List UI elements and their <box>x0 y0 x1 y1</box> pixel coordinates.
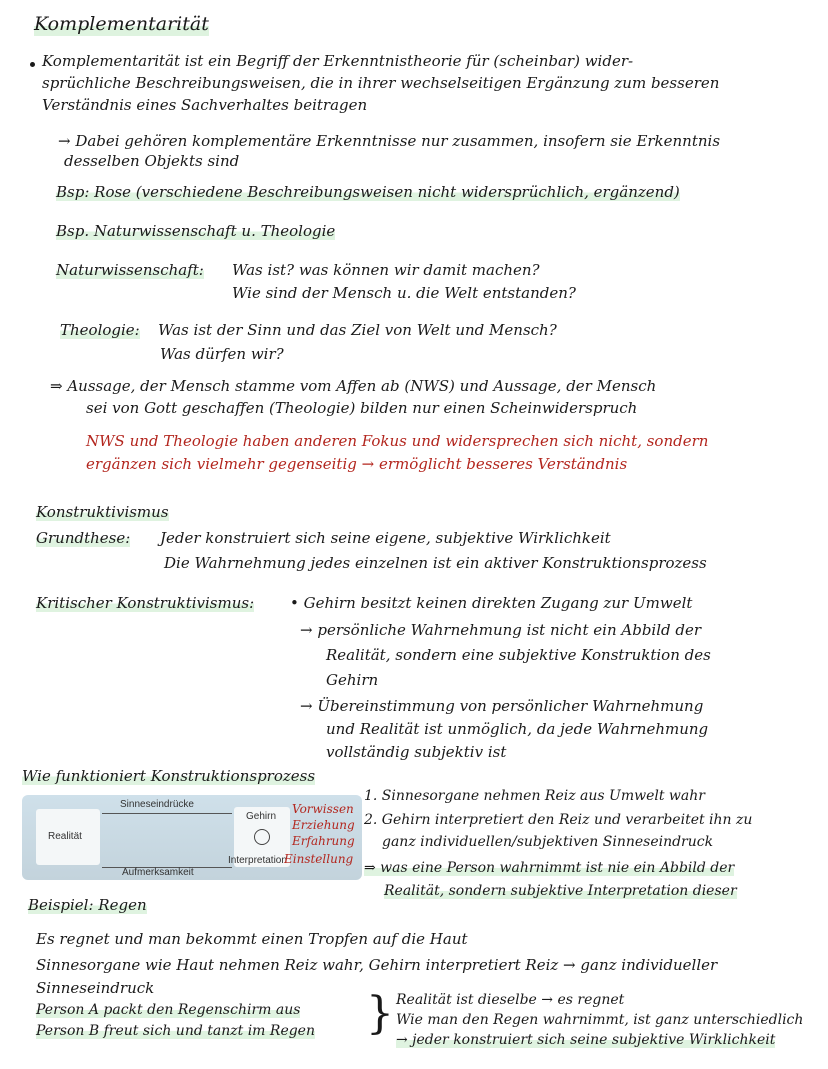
example-nw-theologie: Bsp. Naturwissenschaft u. Theologie <box>56 222 336 240</box>
nw-question-1: Was ist? was können wir damit machen? <box>232 261 540 279</box>
cycle-icon <box>254 829 270 845</box>
realitaet-label: Realität <box>48 831 82 842</box>
theologie-label: Theologie: <box>60 321 140 339</box>
kritisch-line-5: → Übereinstimmung von persönlicher Wahrnehmung <box>300 697 704 715</box>
red-note-line-2: ergänzen sich vielmehr gegenseitig → ermöglicht besseres Verständnis <box>86 455 628 473</box>
arrow-to-gehirn <box>102 813 232 814</box>
sinneseindruecke-label: Sinneseindrücke <box>120 799 194 810</box>
realitaet-box <box>36 809 100 865</box>
summary-line-3: → jeder konstruiert sich seine subjektive Wirklichkeit <box>396 1032 776 1048</box>
theo-question-2: Was dürfen wir? <box>160 345 284 363</box>
bullet-dot <box>30 62 35 67</box>
summary-line-2: Wie man den Regen wahrnimmt, ist ganz unterschiedlich <box>396 1012 804 1028</box>
beispiel-line-3: Sinneseindruck <box>36 979 155 997</box>
arrow-note-line-1: → Dabei gehören komplementäre Erkenntnisse nur zusammen, insofern sie Erkenntnis <box>58 132 721 150</box>
interpretation-label: Interpretation <box>228 855 287 866</box>
kritisch-line-7: vollständig subjektiv ist <box>326 743 507 761</box>
factor-erfahrung: Erfahrung <box>292 834 355 848</box>
summary-line-1: Realität ist dieselbe → es regnet <box>396 992 625 1008</box>
factor-einstellung: Einstellung <box>284 852 354 866</box>
factor-erziehung: Erziehung <box>292 818 355 832</box>
kritisch-line-2: → persönliche Wahrnehmung ist nicht ein Abbild der <box>300 621 702 639</box>
heading-konstruktivismus: Konstruktivismus <box>36 503 169 521</box>
example-rose: Bsp: Rose (verschiedene Beschreibungsweisen nicht widersprüchlich, ergänzend) <box>56 183 680 201</box>
nw-question-2: Wie sind der Mensch u. die Welt entstanden? <box>232 284 576 302</box>
heading-prozess: Wie funktioniert Konstruktionsprozess <box>22 767 316 785</box>
gehirn-label: Gehirn <box>246 811 277 822</box>
kritisch-label: Kritischer Konstruktivismus: <box>36 594 255 612</box>
step-conclusion-line-1: ⇒ was eine Person wahrnimmt ist nie ein Abbild der <box>364 860 735 876</box>
theo-question-1: Was ist der Sinn und das Ziel von Welt und Mensch? <box>158 321 557 339</box>
conclusion-line-2: sei von Gott geschaffen (Theologie) bilden nur einen Scheinwiderspruch <box>86 399 638 417</box>
step-2-line-2: ganz individuellen/subjektiven Sinneseindruck <box>382 834 714 850</box>
grundthese-line-1: Jeder konstruiert sich seine eigene, subjektive Wirklichkeit <box>160 529 611 547</box>
factor-vorwissen: Vorwissen <box>292 802 354 816</box>
conclusion-line-1: ⇒ Aussage, der Mensch stamme vom Affen ab (NWS) und Aussage, der Mensch <box>50 377 657 395</box>
kritisch-line-3: Realität, sondern eine subjektive Konstruktion des <box>326 646 711 664</box>
arrow-note-line-2: desselben Objekts sind <box>64 152 240 170</box>
person-a: Person A packt den Regenschirm aus <box>36 1002 301 1018</box>
beispiel-line-1: Es regnet und man bekommt einen Tropfen auf die Haut <box>36 930 468 948</box>
heading-komplementaritaet: Komplementarität <box>34 13 209 35</box>
step-conclusion-line-2: Realität, sondern subjektive Interpretation dieser <box>384 883 737 899</box>
grundthese-line-2: Die Wahrnehmung jedes einzelnen ist ein aktiver Konstruktionsprozess <box>164 554 707 572</box>
definition-line-2: sprüchliche Beschreibungsweisen, die in ihrer wechselseitigen Ergänzung zum besseren <box>42 74 720 92</box>
aufmerksamkeit-label: Aufmerksamkeit <box>122 867 194 878</box>
naturwissenschaft-label: Naturwissenschaft: <box>56 261 204 279</box>
definition-line-3: Verständnis eines Sachverhaltes beitragen <box>42 96 368 114</box>
curly-brace: } <box>366 988 394 1039</box>
konstruktionsprozess-diagram <box>22 795 362 880</box>
red-note-line-1: NWS und Theologie haben anderen Fokus und widersprechen sich nicht, sondern <box>86 432 709 450</box>
step-1: 1. Sinnesorgane nehmen Reiz aus Umwelt wahr <box>364 788 705 804</box>
kritisch-line-6: und Realität ist unmöglich, da jede Wahrnehmung <box>326 720 709 738</box>
kritisch-line-1: • Gehirn besitzt keinen direkten Zugang zur Umwelt <box>290 594 693 612</box>
beispiel-line-2: Sinnesorgane wie Haut nehmen Reiz wahr, Gehirn interpretiert Reiz → ganz individueller <box>36 956 718 974</box>
person-b: Person B freut sich und tanzt im Regen <box>36 1023 315 1039</box>
definition-line-1: Komplementarität ist ein Begriff der Erkenntnistheorie für (scheinbar) wider- <box>42 52 634 70</box>
kritisch-line-4: Gehirn <box>326 671 379 689</box>
grundthese-label: Grundthese: <box>36 529 131 547</box>
heading-beispiel: Beispiel: Regen <box>28 896 147 914</box>
step-2-line-1: 2. Gehirn interpretiert den Reiz und verarbeitet ihn zu <box>364 812 753 828</box>
